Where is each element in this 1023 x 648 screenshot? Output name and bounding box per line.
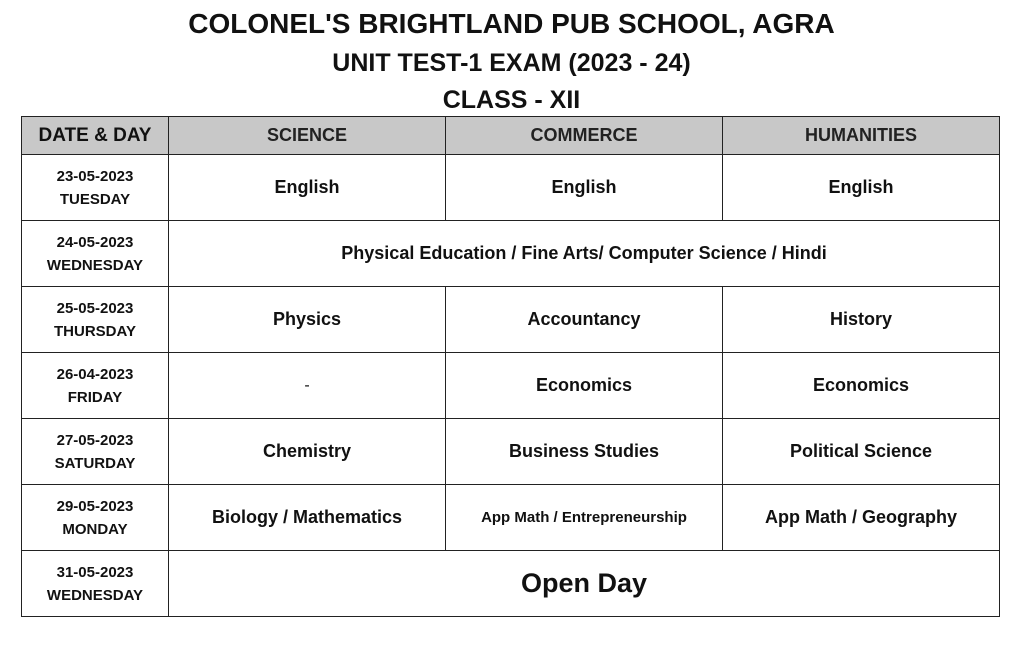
exam-date: 23-05-2023 — [56, 167, 134, 185]
humanities-subject: English — [723, 155, 1000, 221]
exam-day: WEDNESDAY — [46, 256, 144, 274]
exam-day: MONDAY — [62, 520, 128, 538]
column-header-commerce: COMMERCE — [446, 117, 723, 155]
table-row — [22, 419, 1000, 485]
date-day-cell — [22, 485, 169, 551]
exam-day: TUESDAY — [59, 190, 131, 208]
date-day-cell — [22, 551, 169, 617]
humanities-subject: App Math / Geography — [723, 485, 1000, 551]
school-title: COLONEL'S BRIGHTLAND PUB SCHOOL, AGRA — [188, 8, 835, 39]
exam-timetable — [21, 116, 1000, 617]
science-subject: - — [169, 353, 446, 419]
science-subject: English — [169, 155, 446, 221]
humanities-subject: Political Science — [723, 419, 1000, 485]
open-day-cell: Open Day — [169, 551, 1000, 617]
exam-day: FRIDAY — [67, 388, 123, 406]
date-day-cell — [22, 155, 169, 221]
table-row — [22, 353, 1000, 419]
science-subject: Physics — [169, 287, 446, 353]
commerce-subject: Business Studies — [446, 419, 723, 485]
table-row — [22, 485, 1000, 551]
commerce-subject: Economics — [446, 353, 723, 419]
science-subject: Biology / Mathematics — [169, 485, 446, 551]
science-subject: Chemistry — [169, 419, 446, 485]
table-row — [22, 155, 1000, 221]
table-row — [22, 551, 1000, 617]
exam-date: 31-05-2023 — [56, 563, 134, 581]
column-header-humanities: HUMANITIES — [723, 117, 1000, 155]
exam-date: 27-05-2023 — [56, 431, 134, 449]
humanities-subject: Economics — [723, 353, 1000, 419]
date-day-cell — [22, 221, 169, 287]
commerce-subject: Accountancy — [446, 287, 723, 353]
all-streams-subject: Physical Education / Fine Arts/ Computer Science / Hindi — [169, 221, 1000, 287]
table-header-row — [22, 117, 1000, 155]
exam-day: THURSDAY — [54, 322, 136, 340]
class-title: CLASS - XII — [442, 86, 581, 114]
exam-date: 25-05-2023 — [56, 299, 134, 317]
humanities-subject: History — [723, 287, 1000, 353]
date-day-cell — [22, 353, 169, 419]
exam-date: 29-05-2023 — [56, 497, 134, 515]
exam-title: UNIT TEST-1 EXAM (2023 - 24) — [332, 49, 691, 77]
exam-date: 26-04-2023 — [56, 365, 134, 383]
date-day-cell — [22, 287, 169, 353]
commerce-subject: English — [446, 155, 723, 221]
table-row — [22, 287, 1000, 353]
table-row — [22, 221, 1000, 287]
exam-date: 24-05-2023 — [56, 233, 134, 251]
exam-day: WEDNESDAY — [46, 586, 144, 604]
column-header-date-day: DATE & DAY — [22, 117, 169, 155]
column-header-science: SCIENCE — [169, 117, 446, 155]
exam-day: SATURDAY — [54, 454, 136, 472]
commerce-subject: App Math / Entrepreneurship — [446, 485, 723, 551]
date-day-cell — [22, 419, 169, 485]
